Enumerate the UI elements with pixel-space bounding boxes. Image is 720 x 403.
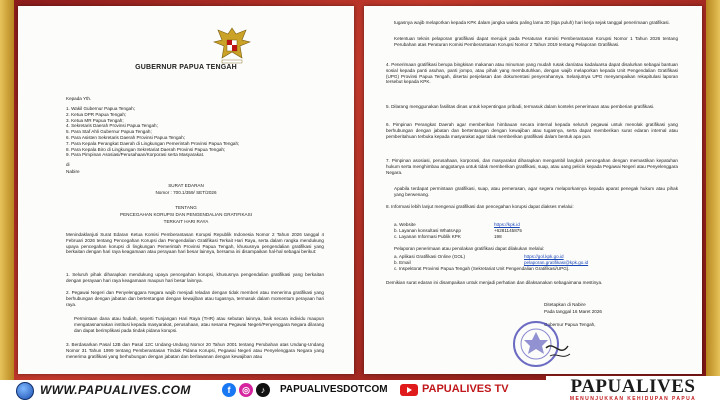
point-4: 4. Penerimaan gratifikasi berupa bingkisan makanan atau minuman yang mudah rusak dan/atau kadaluarsa dapat disalurkan sebagai bantuan sosial kepada panti asuhan, panti jompo, atau pihak yang membutuhkan, dengan wajib melaporkan kepada Unit Pengendalian Gratifikasi (UPG) Provinsi Papua Tengah, disertai penjelasan dan dokumentasi penyerahannya. Selanjutnya UPG menyampaikan rekapitulasi laporan tersebut kepada KPK. xyxy=(386,62,678,85)
issuer-title: GUBERNUR PAPUA TENGAH xyxy=(135,64,237,71)
channel-label: c. Layanan Informasi Publik KPK xyxy=(394,233,461,239)
point-5: 5. Dilarang menggunakan fasilitas dinas untuk kepentingan pribadi, termasuk dalam konteks penerimaan atau pemberian gratifikasi. xyxy=(386,104,655,109)
gol-link[interactable]: https://gol.kpk.go.id xyxy=(524,254,564,259)
channel-label: a. Website xyxy=(394,222,416,227)
facebook-icon[interactable]: f xyxy=(222,383,236,397)
report-intro: Pelaporan penerimaan atau penolakan gratifikasi dapat dilakukan melalui: xyxy=(394,246,545,251)
point-6: 6. Pimpinan Perangkat Daerah agar memberikan himbauan secara internal kepada seluruh pegawai untuk menolak gratifikasi yang berhubungan dengan jabatan dan bertentangan dengan kewajiban atau tugasnya, serta dapat memberikan surat edaran internal atau pemberitahuan terbuka kepada masyarakat agar tidak memberikan gratifikasi dalam bentuk apa pun. xyxy=(386,122,678,139)
list-item: 2. Ketua DPR Papua Tengah; xyxy=(66,111,127,117)
channel-label: b. Layanan konsultasi WhatsApp xyxy=(394,227,461,233)
ketentuan-paragraph: Ketentuan teknis pelaporan gratifikasi dapat merujuk pada Peraturan Komisi Pemberantasan Korupsi Nomor 1 Tahun 2026 tentang Perubahan atas Peraturan Komisi Pemberantasan Korupsi Nomor 2 Tahun 2019 tentang Pelaporan Gratifikasi. xyxy=(394,36,678,47)
di-label: di xyxy=(66,162,70,167)
website-url[interactable]: WWW.PAPUALIVES.COM xyxy=(40,383,191,397)
subject-line-2: TERKAIT HARI RAYA xyxy=(163,219,209,224)
signer-title: Gubernur Papua Tengah, xyxy=(544,322,596,327)
subject-heading: TENTANG xyxy=(175,205,197,210)
instagram-icon[interactable]: ◎ xyxy=(239,383,253,397)
list-item: 7. Para Kepala Perangkat Daerah di Lingkungan Pemerintah Provinsi Papua Tengah; xyxy=(66,140,240,146)
list-item: 1. Wakil Gubernur Papua Tengah; xyxy=(66,106,135,111)
youtube-icon[interactable] xyxy=(400,384,418,396)
report-label: c. Inspektorat Provinsi Papua Tengah (Sekretariat Unit Pengendalian Gratifikasi/UPG). xyxy=(394,265,570,271)
tv-channel-name[interactable]: PAPUALIVES TV xyxy=(422,383,509,395)
channel-list xyxy=(394,222,678,239)
social-handle[interactable]: PAPUALIVESDOTCOM xyxy=(280,384,388,395)
list-item: 6. Para Asisten Sekretaris Daerah Provinsi Papua Tengah; xyxy=(66,134,185,140)
gold-frame-right xyxy=(706,0,720,380)
brand-name: PAPUALIVES xyxy=(570,376,696,397)
doc-type: SURAT EDARAN xyxy=(168,183,204,188)
brand-tagline: MENUNJUKKAN KEHIDUPAN PAPUA xyxy=(569,396,697,402)
continuation-text: tugasnya wajib melaporkan kepada KPK dalam jangka waktu paling lama 30 (tiga puluh) hari kerja sejak tanggal penerimaan gratifikasi. xyxy=(394,20,670,25)
point-7-note: Apabila terdapat permintaan gratifikasi, suap, atau pemerasan, agar segera melaporkannya kepada aparat penegak hukum atau pihak yang berwenang. xyxy=(394,186,678,197)
list-item: 3. Ketua MR Papua Tengah; xyxy=(66,117,124,123)
issued-place: Ditetapkan di Nabire xyxy=(544,302,586,307)
channel-value: +6281145875 xyxy=(494,227,522,233)
tiktok-icon[interactable]: ♪ xyxy=(256,383,270,397)
email-link[interactable]: pelaporan.gratifikasi@kpk.go.id xyxy=(524,259,589,265)
report-label: a. Aplikasi Gratifikasi Online (GOL) xyxy=(394,254,465,259)
official-stamp-icon xyxy=(510,318,572,370)
intro-paragraph: Menindaklanjuti Surat Edaran Ketua Komisi Pemberantasan Korupsi Republik Indonesia Nomor 2 Tahun 2026 tanggal 4 Februari 2026 tentang Pencegahan Korupsi dan Pengendalian Gratifikasi Terkait Hari Raya, serta dalam rangka mendukung upaya pencegahan korupsi di lingkungan Pemerintah Provinsi Papua Tengah, khususnya pengendalian gratifikasi yang berkaitan dengan hari raya keagamaan atau perayaan hari besar lainnya, bersama ini disampaikan hal-hal sebagai berikut: xyxy=(66,232,324,255)
closing-paragraph: Demikian surat edaran ini disampaikan untuk menjadi perhatian dan dilaksanakan sebagaimana mestinya. xyxy=(386,280,603,285)
doc-number: Nomor : 700.1/359/ SET/2026 xyxy=(155,190,217,195)
globe-icon xyxy=(16,382,34,400)
recipient-list xyxy=(66,106,326,158)
point-8: 8. Informasi lebih lanjut mengenai gratifikasi dan pencegahan korupsi dapat diakses melalui: xyxy=(386,204,574,209)
addressee-label: Kepada Yth. xyxy=(66,96,92,101)
website-link[interactable]: https://kpk.id xyxy=(494,222,520,227)
letter-page-2 xyxy=(364,6,702,374)
list-item xyxy=(394,234,678,240)
list-item: 5. Para Staf Ahli Gubernur Papua Tengah; xyxy=(66,129,152,135)
list-item: 4. Sekretaris Daerah Provinsi Papua Tengah; xyxy=(66,123,158,129)
point-1: 1. Seluruh pihak diharapkan mendukung upaya pencegahan korupsi, khususnya pengendalian gratifikasi yang berkaitan dengan perayaan hari raya keagamaan maupun hari besar lainnya. xyxy=(66,272,324,283)
garuda-emblem-icon xyxy=(212,24,252,66)
issued-date: Pada tanggal 16 Maret 2026 xyxy=(544,309,602,314)
brand-logo xyxy=(546,376,720,403)
point-3: 3. Berdasarkan Pasal 12B dan Pasal 12C Undang-Undang Nomor 20 Tahun 2001 tentang Perubahan atas Undang-Undang Nomor 31 Tahun 1999 tentang Pemberantasan Tindak Pidana Korupsi, Pegawai Negeri atau Penyelenggara Negara yang menerima gratifikasi yang berhubungan dengan jabatan dan berlawanan dengan kewajiban atau xyxy=(66,342,324,359)
list-item xyxy=(394,266,678,272)
report-label: b. Email xyxy=(394,259,411,265)
report-list xyxy=(394,254,678,271)
list-item: 9. Para Pimpinan Asosiasi/Perusahaan/Korporasi serta Masyarakat. xyxy=(66,152,205,158)
channel-value: 198 xyxy=(494,233,502,239)
point-2: 2. Pegawai Negeri dan Penyelenggara Negara wajib menjadi teladan dengan tidak memberi atau menerima gratifikasi yang berhubungan dengan jabatan dan bertentangan dengan kewajiban atau tugasnya, termasuk dalam momentum perayaan hari raya. xyxy=(66,290,324,307)
letter-page-1 xyxy=(18,6,354,374)
gold-frame-left xyxy=(0,0,14,380)
subject-line-1: PENCEGAHAN KORUPSI DAN PENGENDALIAN GRATIFIKASI xyxy=(120,212,252,217)
place-label: Nabire xyxy=(66,169,80,174)
point-7: 7. Pimpinan asosiasi, perusahaan, korporasi, dan masyarakat diharapkan mengambil langkah pencegahan dengan memastikan kepatuhan hukum serta menghimbau anggotanya untuk tidak memberikan gratifikasi, suap, atau uang pelicin kepada Pegawai Negeri atau Penyelenggara Negara. xyxy=(386,158,678,175)
list-item: 8. Para Kepala Biro di Lingkungan Sekretariat Daerah Provinsi Papua Tengah; xyxy=(66,146,226,152)
point-2-note: Permintaan dana atau hadiah, seperti Tunjangan Hari Raya (THR) atau sebutan lainnya, baik secara individu maupun mengatasnamakan institusi kepada masyarakat, perusahaan, atau sesama Pegawai Negeri/Penyenggara Negara dilarang dan dapat berimplikasi pada tindak pidana korupsi. xyxy=(74,316,324,333)
